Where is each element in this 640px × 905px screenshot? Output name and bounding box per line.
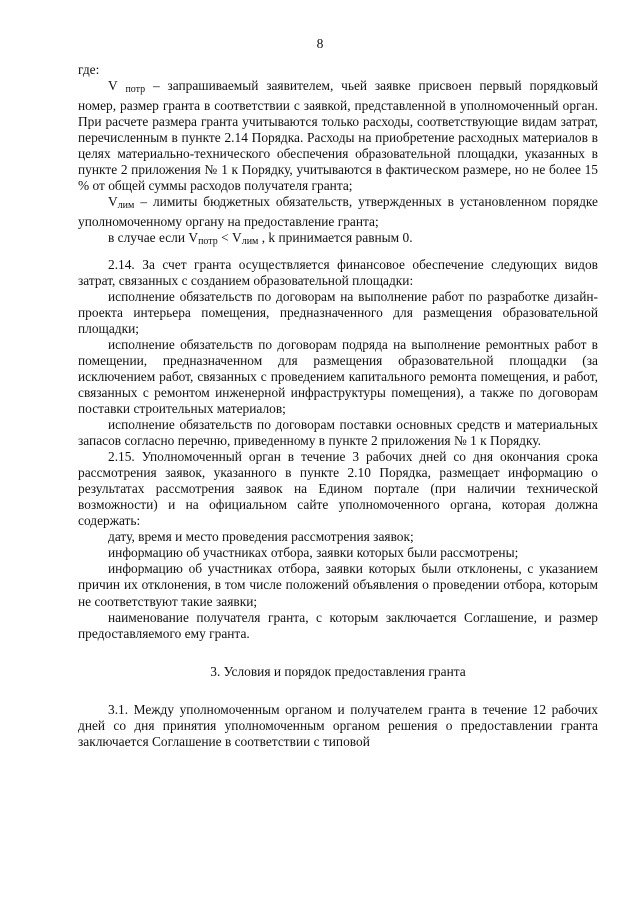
- paragraph-2-14: 2.14. За счет гранта осуществляется финансовое обеспечение следующих видов затрат, связанных с созданием образовательной площадки:: [78, 256, 598, 288]
- paragraph-2-15: 2.15. Уполномоченный орган в течение 3 рабочих дней со дня окончания срока рассмотрения заявок, указанного в пункте 2.10 Порядка, размещает информацию о результатах рассмотрения заявок на Едином портале (при наличии технической возможности) и на официальном сайте уполномоченного органа, которая должна содержать:: [78, 449, 598, 529]
- condition-prefix: в случае если: [108, 230, 189, 246]
- paragraph-2-15-item-2: информацию об участниках отбора, заявки которых были рассмотрены;: [108, 545, 519, 561]
- v-letter: V: [188, 230, 199, 246]
- definition-v-lim: [78, 194, 598, 230]
- condition-v-potr: [188, 230, 218, 248]
- v-lim-symbol: [108, 194, 135, 212]
- section-heading-3: 3. Условия и порядок предоставления гранта: [210, 663, 466, 679]
- paragraph-2-15-item-1: дату, время и место проведения рассмотрения заявок;: [108, 529, 414, 545]
- document-body: [78, 62, 598, 750]
- definition-v-lim-text: – лимиты бюджетных обязательств, утвержденных в установленном порядке уполномоченному органу на предоставление гранта;: [78, 194, 598, 230]
- page-number: 8: [316, 36, 324, 51]
- condition-line: [78, 230, 598, 250]
- condition-v-lim: [232, 230, 259, 248]
- paragraph-2-15-item-4: наименование получателя гранта, с которым заключается Соглашение, и размер предоставляемого ему гранта.: [78, 609, 598, 641]
- condition-suffix: , k принимается равным 0.: [258, 230, 413, 246]
- v-letter: V: [108, 194, 118, 210]
- v-potr-subscript: потр: [198, 236, 218, 248]
- definition-v-potr-text: – запрашиваемый заявителем, чьей заявке присвоен первый порядковый номер, размер гранта в соответствии с заявкой, представленной в уполномоченный орган. При расчете размера гранта учитываются только расходы, соответствующие видам затрат, перечисленным в пункте 2.14 Порядка. Расходы на приобретение расходных материалов в целях материально-технического обеспечения образовательной площадки, указанных в пункте 2 приложения № 1 к Порядку, учитываются в фактическом размере, но не более 15 % от общей суммы расходов получателя гранта;: [78, 78, 598, 194]
- v-letter: V: [108, 78, 118, 94]
- less-than-sign: <: [217, 230, 233, 246]
- paragraph-2-15-item-3: информацию об участниках отбора, заявки которых были отклонены, с указанием причин их отклонения, в том числе положений объявления о проведении отбора, которым не соответствуют такие заявки;: [78, 561, 598, 609]
- v-potr-subscript: потр: [125, 84, 146, 96]
- v-potr-symbol: [108, 78, 146, 96]
- paragraph-2-14-item-1: исполнение обязательств по договорам на выполнение работ по разработке дизайн-проекта интерьера помещения, предназначенного для размещения образовательной площадки;: [78, 288, 598, 336]
- paragraph-2-14-item-3: исполнение обязательств по договорам поставки основных средств и материальных запасов согласно перечню, приведенному в пункте 2 приложения № 1 к Порядку.: [78, 416, 598, 449]
- v-lim-subscript: лим: [117, 200, 135, 212]
- where-label: где:: [78, 62, 100, 77]
- v-lim-subscript: лим: [241, 236, 259, 248]
- paragraph-3-1: 3.1. Между уполномоченным органом и получателем гранта в течение 12 рабочих дней со дня принятия уполномоченным органом решения о предоставлении гранта заключается Соглашение в соответствии с типовой: [78, 701, 598, 749]
- v-letter: V: [232, 230, 242, 246]
- definition-v-potr: [78, 78, 598, 194]
- paragraph-2-14-item-2: исполнение обязательств по договорам подряда на выполнение ремонтных работ в помещении, предназначенном для размещения образовательной площадки (за исключением работ, связанных с проведением капитального ремонта помещения, и работ, связанных с ремонтом инженерной инфраструктуры помещения), а также по договорам поставки строительных материалов;: [78, 336, 598, 416]
